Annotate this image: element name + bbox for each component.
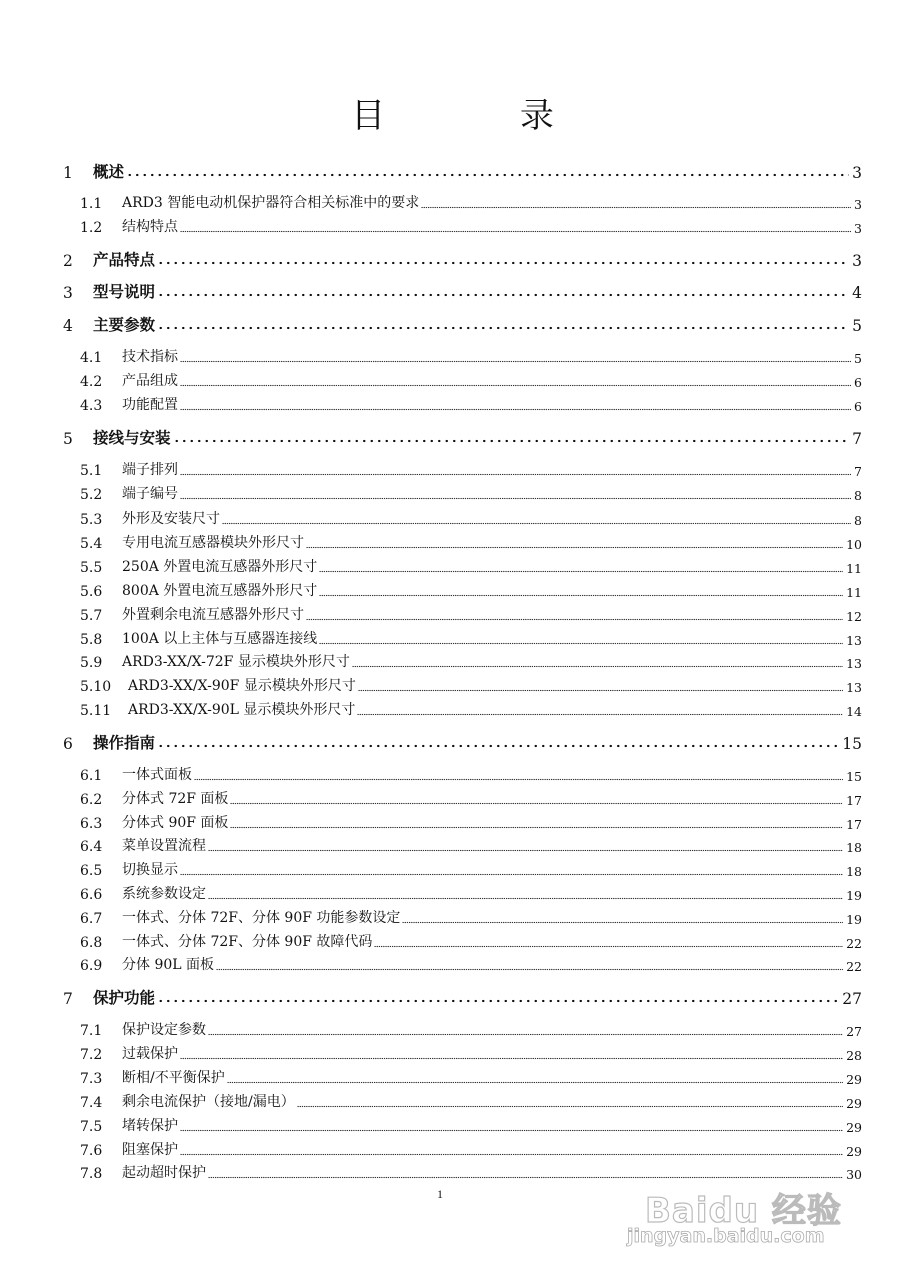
toc-section-entry[interactable] — [80, 883, 862, 903]
toc-entry-title: 功能配置 — [122, 397, 178, 413]
toc-dot-leader — [180, 408, 851, 411]
toc-section-entry[interactable] — [80, 1067, 862, 1087]
toc-entry-number: 7.3 — [80, 1071, 103, 1087]
toc-entry-title: 分体式 90F 面板 — [122, 815, 229, 831]
toc-entry-page: 5 — [854, 351, 862, 366]
toc-entry-page: 22 — [846, 936, 862, 951]
toc-entry-title: 主要参数 — [93, 316, 156, 334]
toc-section-entry[interactable] — [80, 699, 862, 719]
toc-entry-number: 7 — [63, 990, 73, 1008]
toc-section-entry[interactable] — [80, 1139, 862, 1159]
toc-entry-title: 分体 90L 面板 — [122, 957, 215, 973]
toc-chapter-entry[interactable] — [63, 160, 862, 182]
toc-entry-title: 一体式、分体 72F、分体 90F 故障代码 — [122, 934, 373, 950]
toc-section-entry[interactable] — [80, 483, 862, 503]
toc-entry-title: 一体式、分体 72F、分体 90F 功能参数设定 — [122, 910, 401, 926]
toc-dot-leader — [421, 206, 851, 209]
toc-section-entry[interactable] — [80, 1091, 862, 1111]
toc-entry-title: ARD3 智能电动机保护器符合相关标准中的要求 — [122, 195, 420, 211]
toc-entry-page: 17 — [846, 817, 862, 832]
toc-entry-number: 7.8 — [80, 1166, 103, 1182]
toc-entry-page: 10 — [846, 537, 862, 552]
toc-entry-page: 30 — [846, 1167, 862, 1182]
toc-entry-number: 5.8 — [80, 632, 103, 648]
toc-dot-leader — [180, 1129, 843, 1132]
toc-dot-leader — [357, 713, 843, 716]
toc-entry-page: 19 — [846, 888, 862, 903]
page-title: 目 录 — [351, 96, 616, 136]
toc-entry-number: 4.2 — [80, 374, 103, 390]
toc-entry-number: 6.5 — [80, 863, 103, 879]
toc-entry-title: 250A 外置电流互感器外形尺寸 — [122, 559, 318, 575]
toc-entry-page: 27 — [846, 1024, 862, 1039]
toc-dot-leader — [227, 1081, 843, 1084]
toc-entry-number: 5.7 — [80, 608, 103, 624]
toc-entry-title: 端子排列 — [122, 462, 178, 478]
toc-dot-leader — [230, 826, 843, 829]
watermark-url: jingyan.baidu.com — [627, 1225, 825, 1247]
toc-entry-page: 3 — [852, 252, 862, 270]
toc-entry-number: 6.8 — [80, 935, 103, 951]
toc-entry-page: 28 — [846, 1048, 862, 1063]
toc-entry-title: 过载保护 — [122, 1046, 178, 1062]
toc-section-entry[interactable] — [80, 532, 862, 552]
toc-dot-leader — [402, 921, 843, 924]
toc-dot-leader — [157, 325, 849, 331]
toc-chapter-entry[interactable] — [63, 426, 862, 448]
toc-entry-title: 产品特点 — [93, 251, 156, 269]
toc-section-entry[interactable] — [80, 604, 862, 624]
toc-entry-title: 阻塞保护 — [122, 1142, 178, 1158]
toc-dot-leader — [222, 522, 851, 525]
toc-section-entry[interactable] — [80, 628, 862, 648]
toc-entry-number: 6.6 — [80, 887, 103, 903]
toc-entry-number: 6 — [63, 735, 73, 753]
toc-section-entry[interactable] — [80, 835, 862, 855]
toc-dot-leader — [319, 642, 843, 645]
toc-dot-leader — [194, 778, 843, 781]
toc-dot-leader — [208, 1033, 843, 1036]
toc-entry-number: 2 — [63, 252, 73, 270]
toc-section-entry[interactable] — [80, 508, 862, 528]
toc-chapter-entry[interactable] — [63, 731, 862, 753]
toc-entry-page: 4 — [852, 284, 862, 302]
toc-entry-page: 27 — [842, 990, 862, 1008]
toc-entry-number: 7.6 — [80, 1143, 103, 1159]
toc-dot-leader — [306, 618, 843, 621]
toc-entry-number: 1.2 — [80, 220, 103, 236]
toc-dot-leader — [208, 1176, 843, 1179]
toc-chapter-entry[interactable] — [63, 986, 862, 1008]
toc-entry-page: 7 — [854, 464, 862, 479]
toc-entry-number: 5.4 — [80, 536, 103, 552]
toc-entry-title: 专用电流互感器模块外形尺寸 — [122, 535, 304, 551]
toc-entry-page: 29 — [846, 1096, 862, 1111]
toc-chapter-entry[interactable] — [63, 313, 862, 335]
toc-entry-page: 5 — [852, 317, 862, 335]
toc-entry-number: 5.11 — [80, 703, 112, 719]
toc-section-entry[interactable] — [80, 394, 862, 414]
toc-section-entry[interactable] — [80, 192, 862, 212]
toc-entry-number: 5 — [63, 430, 73, 448]
toc-entry-number: 5.2 — [80, 487, 103, 503]
toc-entry-title: 分体式 72F 面板 — [122, 791, 229, 807]
toc-section-entry[interactable] — [80, 1115, 862, 1135]
toc-dot-leader — [180, 1057, 843, 1060]
toc-entry-title: ARD3-XX/X-72F 显示模块外形尺寸 — [122, 654, 350, 670]
toc-entry-page: 12 — [846, 609, 862, 624]
toc-entry-number: 5.6 — [80, 584, 103, 600]
toc-section-entry[interactable] — [80, 1043, 862, 1063]
toc-entry-number: 7.4 — [80, 1095, 103, 1111]
toc-entry-number: 3 — [63, 284, 73, 302]
toc-entry-number: 7.1 — [80, 1023, 103, 1039]
toc-entry-page: 29 — [846, 1120, 862, 1135]
toc-entry-title: 型号说明 — [93, 283, 156, 301]
toc-section-entry[interactable] — [80, 459, 862, 479]
toc-dot-leader — [358, 689, 843, 692]
toc-chapter-entry[interactable] — [63, 248, 862, 270]
toc-entry-page: 15 — [842, 735, 862, 753]
toc-section-entry[interactable] — [80, 216, 862, 236]
toc-entry-page: 13 — [846, 656, 862, 671]
toc-entry-page: 13 — [846, 680, 862, 695]
toc-dot-leader — [208, 897, 843, 900]
toc-entry-number: 4.1 — [80, 350, 103, 366]
toc-entry-number: 5.5 — [80, 560, 103, 576]
toc-entry-title: 端子编号 — [122, 486, 178, 502]
toc-entry-title: 切换显示 — [122, 862, 178, 878]
toc-section-entry[interactable] — [80, 651, 862, 671]
toc-dot-leader — [352, 665, 843, 668]
toc-entry-page: 14 — [846, 704, 862, 719]
toc-entry-number: 1.1 — [80, 196, 103, 212]
toc-dot-leader — [297, 1105, 843, 1108]
toc-entry-number: 6.7 — [80, 911, 103, 927]
toc-entry-title: 概述 — [93, 163, 125, 181]
toc-entry-title: 外形及安装尺寸 — [122, 511, 220, 527]
toc-dot-leader — [180, 497, 851, 500]
toc-entry-page: 19 — [846, 912, 862, 927]
toc-entry-number: 6.1 — [80, 768, 103, 784]
toc-entry-title: 操作指南 — [93, 734, 156, 752]
toc-chapter-entry[interactable] — [63, 280, 862, 302]
toc-entry-title: 结构特点 — [122, 219, 178, 235]
toc-dot-leader — [157, 292, 849, 298]
toc-entry-number: 5.10 — [80, 679, 112, 695]
toc-dot-leader — [306, 546, 843, 549]
toc-entry-number: 7.2 — [80, 1047, 103, 1063]
toc-entry-title: 外置剩余电流互感器外形尺寸 — [122, 607, 304, 623]
toc-entry-page: 11 — [846, 585, 862, 600]
toc-entry-title: 堵转保护 — [122, 1118, 178, 1134]
toc-section-entry[interactable] — [80, 907, 862, 927]
toc-dot-leader — [173, 438, 850, 444]
toc-section-entry[interactable] — [80, 1019, 862, 1039]
toc-entry-page: 29 — [846, 1144, 862, 1159]
toc-dot-leader — [180, 473, 851, 476]
toc-dot-leader — [230, 802, 843, 805]
toc-entry-page: 17 — [846, 793, 862, 808]
toc-entry-title: 保护功能 — [93, 989, 156, 1007]
toc-entry-page: 7 — [852, 430, 862, 448]
toc-entry-page: 3 — [852, 164, 862, 182]
toc-entry-number: 7.5 — [80, 1119, 103, 1135]
toc-dot-leader — [157, 260, 849, 266]
toc-section-entry[interactable] — [80, 1162, 862, 1182]
toc-dot-leader — [216, 968, 843, 971]
toc-entry-number: 6.9 — [80, 958, 103, 974]
toc-entry-title: 800A 外置电流互感器外形尺寸 — [122, 583, 318, 599]
toc-dot-leader — [208, 849, 843, 852]
toc-section-entry[interactable] — [80, 580, 862, 600]
toc-entry-title: 保护设定参数 — [122, 1022, 206, 1038]
toc-entry-page: 6 — [854, 375, 862, 390]
page-number: 1 — [437, 1187, 443, 1201]
watermark-logo: Baidu 经验 — [645, 1191, 842, 1231]
toc-dot-leader — [319, 570, 843, 573]
baidu-jingyan-watermark — [627, 1183, 845, 1258]
toc-entry-number: 5.3 — [80, 512, 103, 528]
toc-entry-title: 100A 以上主体与互感器连接线 — [122, 631, 318, 647]
toc-dot-leader — [180, 1153, 843, 1156]
toc-entry-page: 11 — [846, 561, 862, 576]
toc-entry-title: 剩余电流保护（接地/漏电） — [122, 1094, 295, 1110]
toc-entry-title: 产品组成 — [122, 373, 178, 389]
toc-dot-leader — [157, 743, 839, 749]
toc-entry-page: 18 — [846, 840, 862, 855]
toc-section-entry[interactable] — [80, 812, 862, 832]
toc-entry-page: 15 — [846, 769, 862, 784]
toc-section-entry[interactable] — [80, 675, 862, 695]
toc-entry-title: 断相/不平衡保护 — [122, 1070, 225, 1086]
toc-dot-leader — [157, 998, 839, 1004]
toc-dot-leader — [126, 172, 849, 178]
toc-dot-leader — [180, 230, 851, 233]
toc-section-entry[interactable] — [80, 931, 862, 951]
toc-entry-page: 13 — [846, 633, 862, 648]
toc-entry-number: 6.3 — [80, 816, 103, 832]
toc-entry-number: 4.3 — [80, 398, 103, 414]
toc-entry-number: 6.2 — [80, 792, 103, 808]
toc-section-entry[interactable] — [80, 764, 862, 784]
toc-entry-number: 6.4 — [80, 839, 103, 855]
toc-dot-leader — [374, 945, 843, 948]
toc-section-entry[interactable] — [80, 346, 862, 366]
toc-section-entry[interactable] — [80, 370, 862, 390]
toc-entry-title: 菜单设置流程 — [122, 838, 206, 854]
toc-entry-title: 起动超时保护 — [122, 1165, 206, 1181]
toc-entry-title: 一体式面板 — [122, 767, 192, 783]
toc-section-entry[interactable] — [80, 556, 862, 576]
toc-dot-leader — [180, 360, 851, 363]
toc-dot-leader — [180, 873, 843, 876]
toc-entry-title: 系统参数设定 — [122, 886, 206, 902]
toc-entry-number: 5.9 — [80, 655, 103, 671]
toc-entry-page: 6 — [854, 399, 862, 414]
toc-entry-number: 1 — [63, 164, 73, 182]
toc-entry-title: 技术指标 — [122, 349, 178, 365]
toc-entry-page: 18 — [846, 864, 862, 879]
toc-entry-number: 5.1 — [80, 463, 103, 479]
toc-section-entry[interactable] — [80, 859, 862, 879]
toc-entry-page: 3 — [854, 197, 862, 212]
toc-entry-page: 8 — [854, 488, 862, 503]
toc-entry-page: 22 — [846, 959, 862, 974]
toc-dot-leader — [180, 384, 851, 387]
toc-entry-number: 4 — [63, 317, 73, 335]
toc-entry-title: ARD3-XX/X-90F 显示模块外形尺寸 — [128, 678, 356, 694]
toc-entry-page: 8 — [854, 513, 862, 528]
toc-dot-leader — [319, 594, 843, 597]
toc-section-entry[interactable] — [80, 954, 862, 974]
toc-entry-page: 29 — [846, 1072, 862, 1087]
toc-entry-title: ARD3-XX/X-90L 显示模块外形尺寸 — [128, 702, 356, 718]
toc-section-entry[interactable] — [80, 788, 862, 808]
toc-entry-page: 3 — [854, 221, 862, 236]
toc-entry-title: 接线与安装 — [93, 429, 171, 447]
